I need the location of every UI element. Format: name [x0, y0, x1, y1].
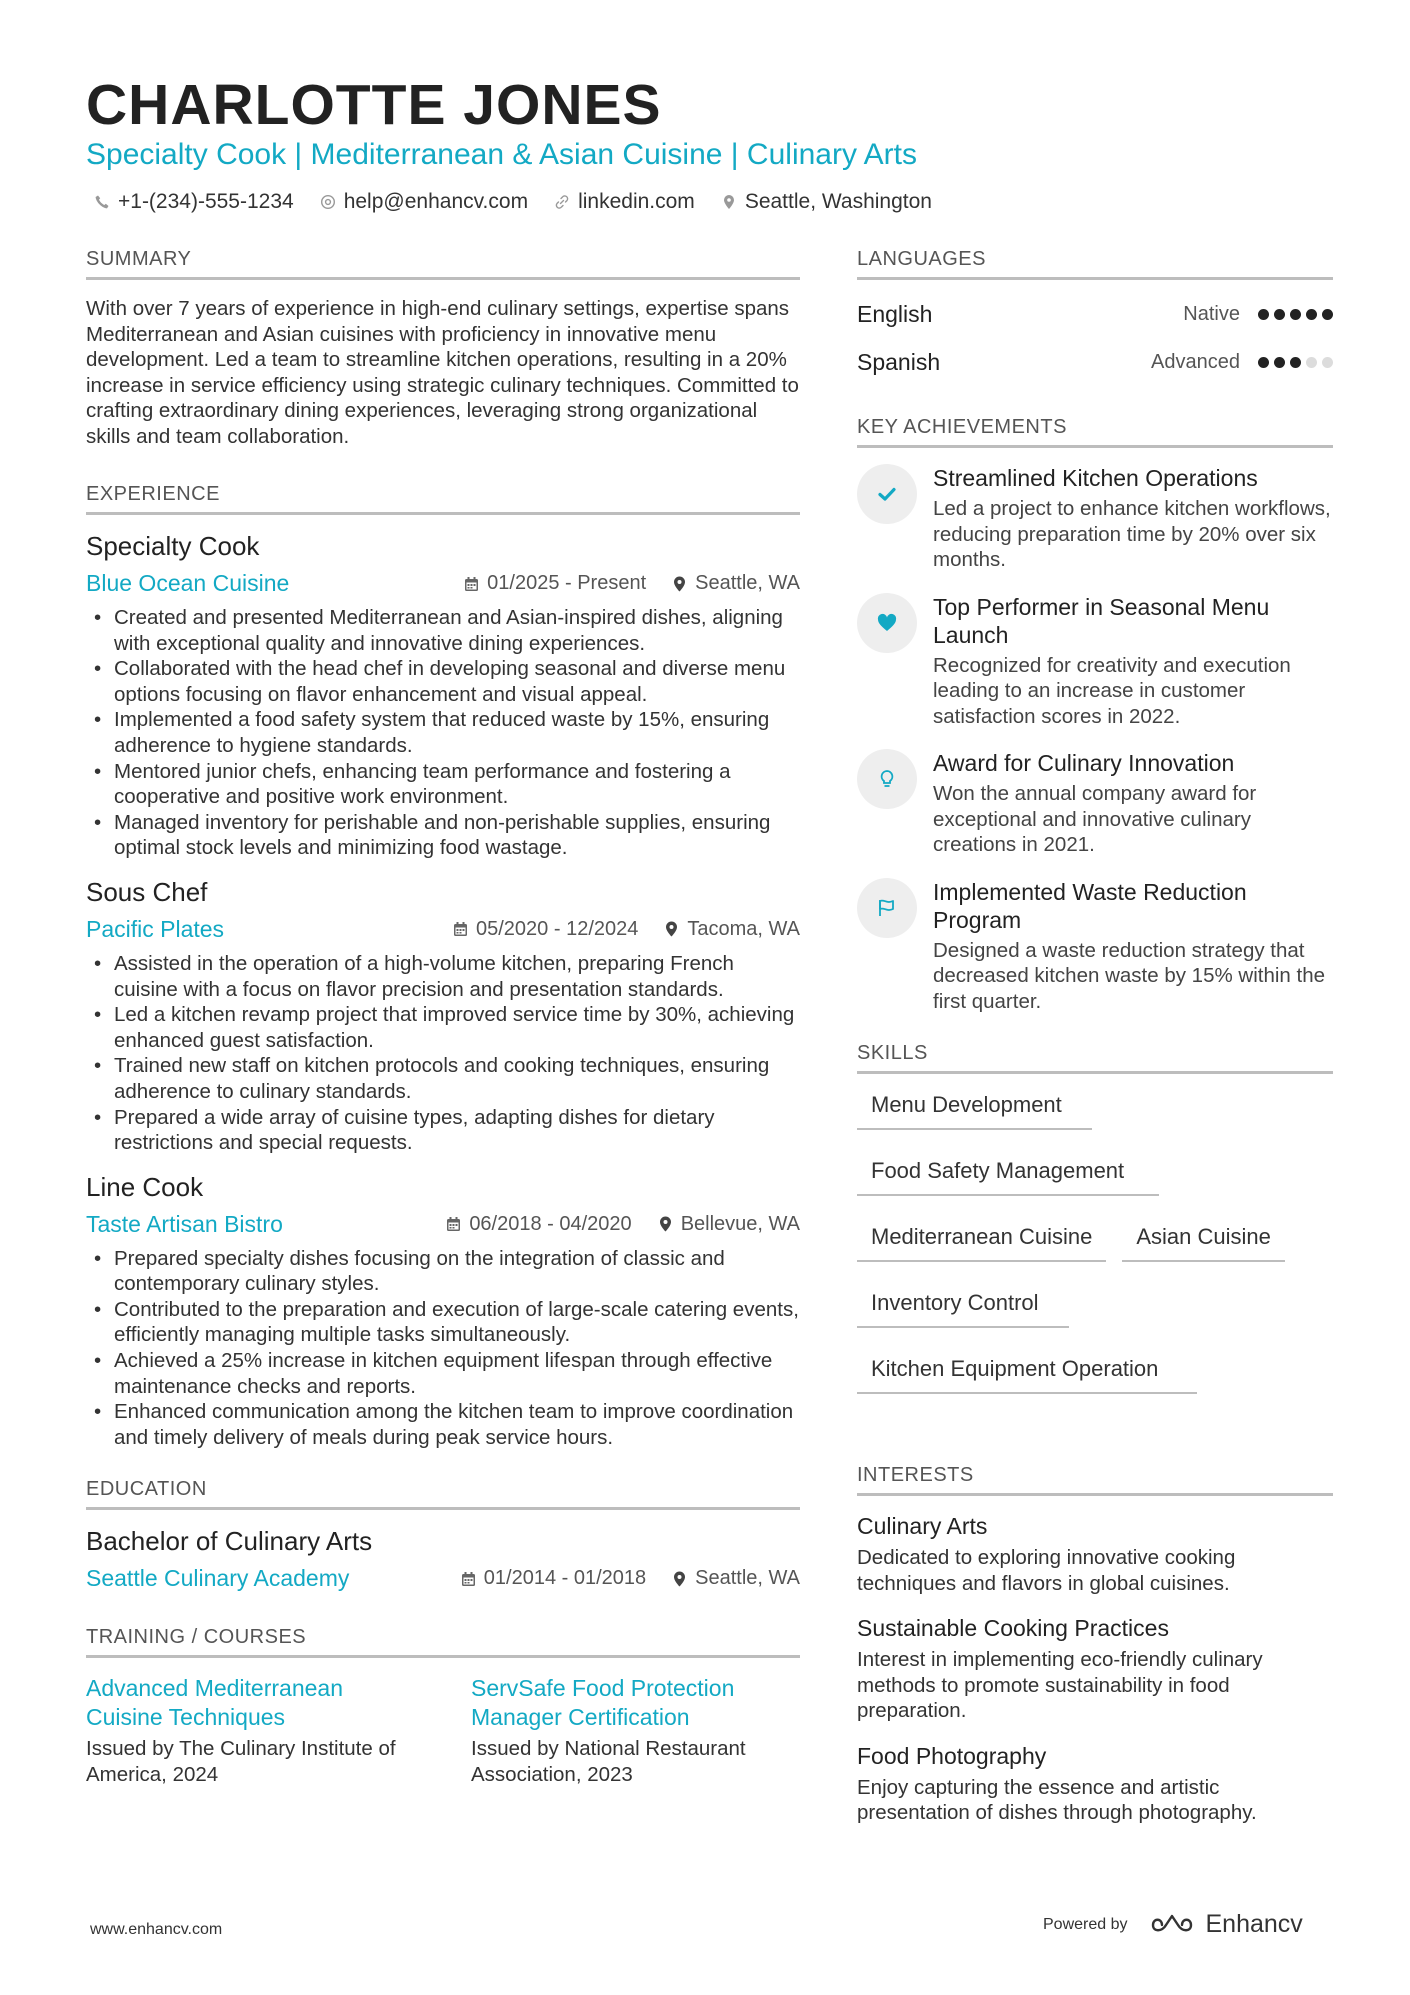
- job-bullet: • Assisted in the operation of a high-volume kitchen, preparing French cuisine with a focus on flavor precision and presentation standards.: [86, 951, 800, 1002]
- skill-tag: Inventory Control: [857, 1282, 1069, 1328]
- interest-desc: Dedicated to exploring innovative cooking techniques and flavors in global cuisines.: [857, 1546, 1236, 1595]
- at-sign-icon: [320, 194, 336, 210]
- contact-linkedin: [554, 190, 695, 214]
- proficiency-dot-filled: [1322, 309, 1333, 320]
- school-name: Seattle Culinary Academy: [86, 1565, 350, 1592]
- language-name: English: [857, 300, 933, 327]
- right-column: [857, 248, 1333, 1844]
- achievement-item: [857, 749, 1333, 858]
- brand-name: Enhancv: [1205, 1910, 1303, 1938]
- job-dates-text: 01/2025 - Present: [487, 572, 647, 594]
- summary-section: [86, 248, 800, 449]
- job-bullet: • Enhanced communication among the kitchen team to improve coordination and timely delivery of meals during peak service hours.: [86, 1399, 800, 1450]
- contact-location: [721, 190, 932, 214]
- footer-website[interactable]: www.enhancv.com: [90, 1921, 223, 1938]
- job-location-text: Tacoma, WA: [687, 917, 800, 940]
- achievement-body: [933, 593, 1333, 730]
- job-title: Line Cook: [86, 1171, 204, 1202]
- job-entry: [86, 877, 800, 1156]
- proficiency-dot-empty: [1322, 357, 1333, 368]
- phone-icon: [94, 194, 110, 210]
- job-title: Specialty Cook: [86, 531, 260, 561]
- course-title: Advanced Mediterranean Cuisine Techniques: [86, 1675, 343, 1731]
- job-bullet: • Managed inventory for perishable and non-perishable supplies, ensuring optimal stock levels and minimizing food wastage.: [86, 810, 800, 861]
- job-bullet: • Achieved a 25% increase in kitchen equipment lifespan through effective maintenance checks and reports.: [86, 1348, 800, 1399]
- calendar-icon: [461, 1571, 476, 1587]
- job-entry: [86, 1172, 800, 1451]
- enhancv-logo-icon: [1150, 1913, 1196, 1937]
- experience-heading: EXPERIENCE: [86, 483, 800, 515]
- training-heading: TRAINING / COURSES: [86, 1626, 800, 1658]
- skill-list: [857, 1084, 1333, 1394]
- education-location-text: Seattle, WA: [695, 1567, 800, 1590]
- language-proficiency: [1183, 303, 1333, 326]
- course-list: [86, 1674, 800, 1787]
- achievement-desc: Recognized for creativity and execution leading to an increase in customer satisfaction scores in 2022.: [933, 653, 1291, 728]
- language-name: Spanish: [857, 348, 941, 375]
- calendar-icon: [453, 921, 468, 937]
- job-dates: [446, 1213, 631, 1236]
- interest-item: [857, 1742, 1333, 1826]
- proficiency-dot-filled: [1290, 357, 1301, 368]
- contact-phone: [94, 190, 294, 214]
- languages-heading: LANGUAGES: [857, 248, 1333, 280]
- course-issuer: Issued by National Restaurant Association, 2023: [471, 1737, 746, 1786]
- skills-heading: SKILLS: [857, 1042, 1333, 1074]
- job-company: Pacific Plates: [86, 915, 225, 942]
- education-meta: [86, 1565, 800, 1592]
- achievement-item: [857, 593, 1333, 730]
- skill-tag: Food Safety Management: [857, 1150, 1159, 1196]
- job-meta-details: [464, 572, 800, 595]
- job-bullets: [86, 1246, 800, 1451]
- experience-section: [86, 483, 800, 1450]
- achievement-icon-badge: [857, 464, 917, 524]
- skill-tag: Asian Cuisine: [1122, 1216, 1285, 1262]
- training-section: [86, 1626, 800, 1787]
- job-bullets: [86, 951, 800, 1156]
- course-item: [471, 1674, 796, 1787]
- interest-title: Food Photography: [857, 1742, 1047, 1769]
- job-title: Sous Chef: [86, 876, 208, 907]
- degree-title: Bachelor of Culinary Arts: [86, 1526, 373, 1557]
- interests-heading: INTERESTS: [857, 1464, 1333, 1496]
- job-bullet: • Contributed to the preparation and execution of large-scale catering events, efficiently managing multiple tasks simultaneously.: [86, 1297, 800, 1348]
- interest-item: [857, 1614, 1333, 1724]
- calendar-icon: [464, 576, 479, 592]
- job-bullet: • Prepared specialty dishes focusing on the integration of classic and contemporary culinary styles.: [86, 1246, 800, 1297]
- education-meta-details: [461, 1567, 800, 1590]
- powered-by-label: Powered by: [1043, 1915, 1128, 1933]
- job-meta-details: [446, 1213, 800, 1236]
- proficiency-dot-filled: [1306, 309, 1317, 320]
- check-icon: [875, 482, 899, 506]
- brand-logo: [1150, 1910, 1303, 1939]
- job-bullet: • Mentored junior chefs, enhancing team performance and fostering a cooperative and positive work environment.: [86, 759, 800, 810]
- achievement-title: Streamlined Kitchen Operations: [933, 465, 1258, 491]
- languages-section: [857, 248, 1333, 386]
- location-pin-icon: [672, 1571, 687, 1587]
- achievement-desc: Designed a waste reduction strategy that decreased kitchen waste by 15% within the first quarter.: [933, 938, 1326, 1013]
- skill-tag: Mediterranean Cuisine: [857, 1216, 1106, 1262]
- interest-desc: Enjoy capturing the essence and artistic presentation of dishes through photography.: [857, 1775, 1257, 1824]
- achievement-title: Top Performer in Seasonal Menu Launch: [933, 593, 1270, 648]
- course-item: [86, 1674, 411, 1787]
- achievement-body: [933, 749, 1333, 858]
- candidate-name: CHARLOTTE JONES: [86, 73, 662, 137]
- proficiency-dot-filled: [1274, 357, 1285, 368]
- education-dates-text: 01/2014 - 01/2018: [483, 1567, 647, 1590]
- footer-branding: [1043, 1910, 1303, 1939]
- language-level: Advanced: [1151, 350, 1240, 373]
- job-location: [658, 1213, 800, 1236]
- email-link[interactable]: help@enhancv.com: [343, 190, 529, 213]
- job-bullet: • Created and presented Mediterranean and Asian-inspired dishes, aligning with exceptional quality and innovative dining experiences.: [86, 605, 800, 656]
- lightbulb-icon: [875, 767, 899, 791]
- job-dates-text: 06/2018 - 04/2020: [469, 1212, 632, 1235]
- summary-heading: SUMMARY: [86, 248, 800, 280]
- interest-title: Culinary Arts: [857, 1513, 988, 1539]
- job-entry: [86, 531, 800, 861]
- link-icon: [554, 194, 570, 210]
- job-bullet: • Implemented a food safety system that reduced waste by 15%, ensuring adherence to hygiene standards.: [86, 707, 800, 758]
- job-bullet: • Led a kitchen revamp project that improved service time by 30%, achieving enhanced guest satisfaction.: [86, 1002, 800, 1053]
- job-company: Taste Artisan Bistro: [86, 1210, 283, 1237]
- job-company: Blue Ocean Cuisine: [86, 570, 290, 596]
- interest-item: [857, 1512, 1333, 1596]
- proficiency-dots: [1258, 357, 1333, 368]
- location-pin-icon: [658, 1216, 673, 1232]
- course-issuer: Issued by The Culinary Institute of America, 2024: [86, 1737, 396, 1786]
- location-text: Seattle, Washington: [744, 190, 932, 213]
- job-location: [672, 572, 800, 595]
- language-level: Native: [1183, 302, 1240, 325]
- achievements-heading: KEY ACHIEVEMENTS: [857, 416, 1333, 448]
- proficiency-dot-empty: [1306, 357, 1317, 368]
- calendar-icon: [446, 1216, 461, 1232]
- language-proficiency: [1151, 351, 1333, 374]
- achievement-title: Award for Culinary Innovation: [933, 750, 1235, 776]
- job-meta: [86, 570, 800, 597]
- contact-bar: [94, 190, 932, 214]
- flag-icon: [875, 896, 899, 920]
- left-column: [86, 248, 800, 1787]
- job-dates: [453, 918, 638, 941]
- job-location: [664, 918, 800, 941]
- achievement-title: Implemented Waste Reduction Program: [933, 878, 1247, 933]
- achievement-icon-badge: [857, 749, 917, 809]
- achievement-desc: Led a project to enhance kitchen workflows, reducing preparation time by 20% over six months.: [933, 497, 1331, 571]
- achievement-item: [857, 464, 1333, 573]
- job-bullet: • Trained new staff on kitchen protocols and cooking techniques, ensuring adherence to culinary standards.: [86, 1053, 800, 1104]
- summary-text: With over 7 years of experience in high-end culinary settings, expertise spans Mediterranean and Asian cuisines with proficiency in innovative menu development. Led a team to streamline kitchen operations, resulting in a 20% increase in service efficiency using strategic culinary techniques. Committed to crafting extraordinary dining experiences, leveraging strong organizational skills and team collaboration.: [86, 297, 799, 448]
- proficiency-dot-filled: [1258, 309, 1269, 320]
- job-meta: [86, 916, 800, 943]
- achievement-body: [933, 464, 1333, 573]
- achievements-section: [857, 416, 1333, 1014]
- job-meta-details: [453, 918, 800, 941]
- job-dates: [464, 572, 646, 595]
- proficiency-dot-filled: [1258, 357, 1269, 368]
- education-heading: EDUCATION: [86, 1478, 800, 1510]
- job-bullet: • Collaborated with the head chef in developing seasonal and diverse menu options focusing on flavor enhancement and visual appeal.: [86, 656, 800, 707]
- skill-tag: Kitchen Equipment Operation: [857, 1348, 1197, 1394]
- education-section: [86, 1478, 800, 1592]
- heart-icon: [875, 611, 899, 635]
- achievement-icon-badge: [857, 593, 917, 653]
- interest-desc: Interest in implementing eco-friendly culinary methods to promote sustainability in food preparation.: [857, 1648, 1263, 1722]
- phone-number: +1-(234)-555-1234: [118, 190, 294, 213]
- education-dates: [461, 1567, 646, 1590]
- skill-tag: Menu Development: [857, 1084, 1092, 1130]
- job-location-text: Seattle, WA: [695, 572, 800, 594]
- location-pin-icon: [721, 194, 737, 210]
- interest-title: Sustainable Cooking Practices: [857, 1615, 1169, 1641]
- job-dates-text: 05/2020 - 12/2024: [476, 917, 639, 940]
- location-pin-icon: [672, 576, 687, 592]
- proficiency-dot-filled: [1290, 309, 1301, 320]
- job-meta: [86, 1211, 800, 1238]
- proficiency-dots: [1258, 309, 1333, 320]
- job-bullets: [86, 605, 800, 861]
- location-pin-icon: [664, 921, 679, 937]
- proficiency-dot-filled: [1274, 309, 1285, 320]
- achievement-icon-badge: [857, 878, 917, 938]
- job-bullet: • Prepared a wide array of cuisine types, adapting dishes for dietary restrictions and special requests.: [86, 1105, 800, 1156]
- achievement-body: [933, 878, 1333, 1015]
- language-row: [857, 338, 1333, 386]
- skills-section: [857, 1042, 1333, 1394]
- course-title: ServSafe Food Protection Manager Certification: [471, 1675, 735, 1731]
- achievement-item: [857, 878, 1333, 1015]
- linkedin-link[interactable]: linkedin.com: [578, 190, 695, 213]
- contact-email: [320, 190, 528, 214]
- achievement-desc: Won the annual company award for exceptional and innovative culinary creations in 2021.: [933, 782, 1257, 856]
- job-location-text: Bellevue, WA: [680, 1212, 800, 1235]
- interests-section: [857, 1464, 1333, 1826]
- candidate-headline: Specialty Cook | Mediterranean & Asian Cuisine | Culinary Arts: [86, 138, 917, 171]
- education-location: [672, 1567, 800, 1590]
- language-row: [857, 290, 1333, 338]
